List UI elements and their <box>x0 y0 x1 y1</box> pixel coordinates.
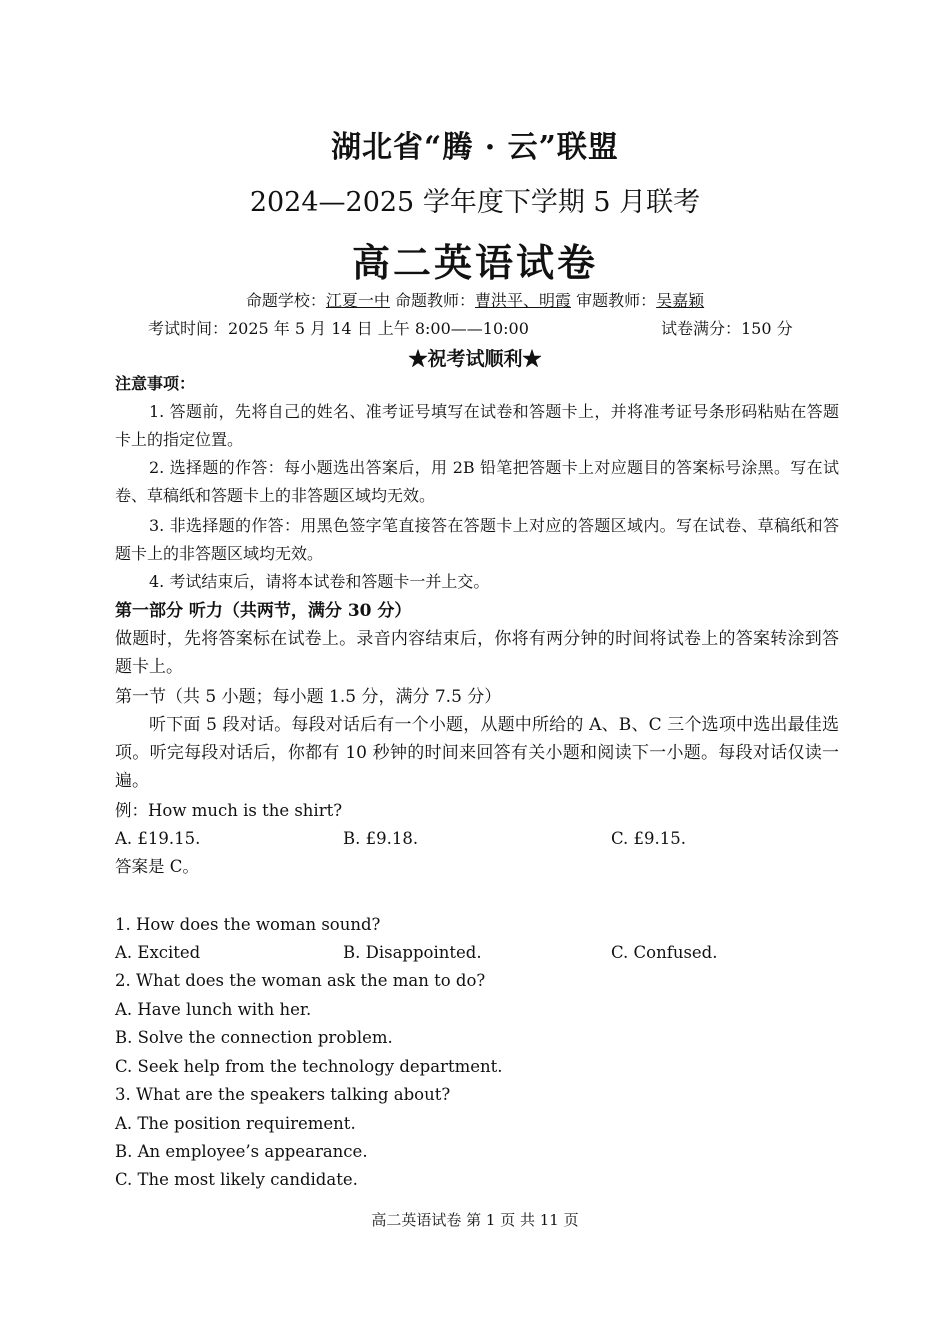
reviewer-name: 吴嘉颖 <box>656 291 705 310</box>
notes-heading: 注意事项： <box>115 374 196 393</box>
example-question: 例：How much is the shirt? <box>115 801 343 820</box>
example-option-b: B. £9.18. <box>343 829 419 848</box>
question-3-option-a: A. The position requirement. <box>115 1114 356 1133</box>
question-1-option-c: C. Confused. <box>611 943 718 962</box>
page-footer: 高二英语试卷 第 1 页 共 11 页 <box>371 1211 579 1229</box>
part1-intro: 做题时，先将答案标在试卷上。录音内容结束后，你将有两分钟的时间将试卷上的答案转涂到答题卡上。 <box>115 629 839 677</box>
question-3-option-c: C. The most likely candidate. <box>115 1170 358 1189</box>
exam-organization: 湖北省“腾 · 云”联盟 <box>331 130 619 165</box>
good-luck-wish: ★祝考试顺利★ <box>408 348 542 370</box>
teacher-names: 曹洪平、明霞 <box>475 291 572 310</box>
teacher-label: 命题教师： <box>389 291 475 310</box>
school-name: 江夏一中 <box>325 291 390 310</box>
paper-title: 高二英语试卷 <box>351 240 598 285</box>
section1-intro: 听下面 5 段对话。每段对话后有一个小题，从题中所给的 A、B、C 三个选项中选出最佳选项。听完每段对话后，你都有 10 秒钟的时间来回答有关小题和阅读下一小题。每段对话仅读一遍。 <box>115 715 839 791</box>
question-2-option-c: C. Seek help from the technology department. <box>115 1057 503 1076</box>
note-item-3: 3. 非选择题的作答：用黑色签字笔直接答在答题卡上对应的答题区域内。写在试卷、草稿纸和答题卡上的非答题区域均无效。 <box>115 516 839 563</box>
full-score: 试卷满分：150 分 <box>661 319 793 338</box>
authoring-info <box>0 288 950 311</box>
question-3: 3. What are the speakers talking about? <box>115 1085 451 1104</box>
exam-name: 2024—2025 学年度下学期 5 月联考 <box>249 187 701 218</box>
note-item-1: 1. 答题前，先将自己的姓名、准考证号填写在试卷和答题卡上，并将准考证号条形码粘贴在答题卡上的指定位置。 <box>115 402 839 449</box>
part1-heading: 第一部分 听力（共两节，满分 30 分） <box>115 601 412 621</box>
example-option-c: C. £9.15. <box>611 829 687 848</box>
example-option-a: A. £19.15. <box>115 829 201 848</box>
question-2-option-a: A. Have lunch with her. <box>115 1000 312 1019</box>
note-item-4: 4. 考试结束后，请将本试卷和答题卡一并上交。 <box>149 572 490 591</box>
school-label: 命题学校： <box>245 291 326 310</box>
section1-heading: 第一节（共 5 小题；每小题 1.5 分，满分 7.5 分） <box>115 687 502 707</box>
question-1: 1. How does the woman sound? <box>115 915 381 934</box>
question-2-option-b: B. Solve the connection problem. <box>115 1028 393 1047</box>
reviewer-label: 审题教师： <box>571 291 657 310</box>
question-1-option-a: A. Excited <box>115 943 201 962</box>
note-item-2: 2. 选择题的作答：每小题选出答案后，用 2B 铅笔把答题卡上对应题目的答案标号涂黑。写在试卷、草稿纸和答题卡上的非答题区域均无效。 <box>115 458 839 505</box>
question-1-option-b: B. Disappointed. <box>343 943 482 962</box>
exam-time: 考试时间：2025 年 5 月 14 日 上午 8:00——10:00 <box>148 319 529 338</box>
example-answer: 答案是 C。 <box>115 857 199 876</box>
question-2: 2. What does the woman ask the man to do? <box>115 971 486 990</box>
question-3-option-b: B. An employee’s appearance. <box>115 1142 368 1161</box>
